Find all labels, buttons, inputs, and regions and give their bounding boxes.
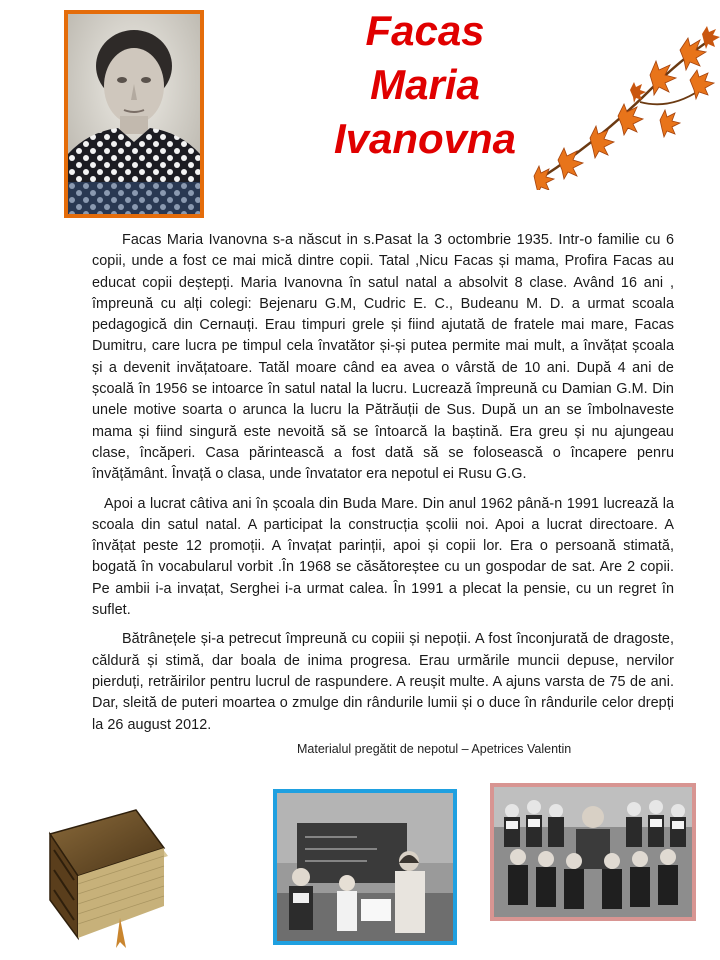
portrait-photo [64, 10, 204, 218]
title-line-2: Maria [370, 61, 480, 108]
title-line-1: Facas [365, 7, 485, 54]
biography-text [92, 230, 674, 744]
old-book-image [36, 800, 176, 950]
paragraph-1: Facas Maria Ivanovna s-a născut in s.Pasat la 3 octombrie 1935. Intr-o familie cu 6 copii, unde a fost ce mai mică dintre copii. Tatal ,Nicu Facas și mama, Profira Facas au educat copii deștepți. Maria Ivanovna în satul natal a absolvit 8 clase. Având 16 ani , împreună cu alți colegi: Bejenaru G.M, Cudric E. C., Budeanu M. D. a urmat scoala pedagogică din Cernauți. Erau timpuri grele și fiind ajutată de fratele mai mare, Facas Dumitru, care lucra pe timpul cela învatător și-și putea permite mai mult, a învățat școala și a devenit invățatoare. Tatăl moare când ea avea o vârstă de 10 ani. După 4 ani de școală în 1956 se intoarce în satul natal la lucru. Lucrează împreună cu Damian G.M. Din unele motive soarta o arunca la lucru la Pătrăuții de Sus. După un an se îmbolnaveste mama și fiind singură este nevoită să se întoarcă la baștină. Era greu și nu ajungeau clase, încăperi. Casa părintească a fost dată să se folosească o încapere penru învățământ. Învață o clasa, unde învatator era nepotul ei Rusu G.G. [92, 232, 674, 483]
page-title [300, 4, 550, 166]
author-credit: Materialul pregătit de nepotul – Apetrices Valentin [297, 742, 572, 756]
classroom-photo [273, 789, 457, 945]
paragraph-2: Apoi a lucrat câtiva ani în școala din Buda Mare. Din anul 1962 până-n 1991 lucrează la scoala din satul natal. A participat la construcția școlii noi. Apoi a lucrat directoare. A învățat peste 12 promoții. A învațat parinții, apoi și copii lor. Era o persoană stimată, bogată în vocabularul vorbit .În 1968 se căsătoreștee cu un gospodar de sat. Are 2 copii. Pe ambii i-a invațat, Serghei i-a urmat calea. În 1991 a plecat la pensie, cu un regret în suflet. [92, 495, 674, 619]
title-line-3: Ivanovna [333, 115, 517, 162]
paragraph-3: Bătrânețele și-a petrecut împreună cu copiii și nepoții. A fost înconjurată de dragoste, căldură și stimă, dar boala de inima progresa. Erau urmările muncii depuse, nervilor pierduți, retrăirilor pentru lucrul de raspundere. A reușit multe. A ajuns varsta de 75 de ani. Dar, sleită de puteri moartea o zmulge din rândurile lumii și o duce în rândurile celor drepți la 26 august 2012. [92, 631, 674, 733]
autumn-leaves-decoration [530, 20, 720, 190]
group-photo [490, 783, 696, 921]
